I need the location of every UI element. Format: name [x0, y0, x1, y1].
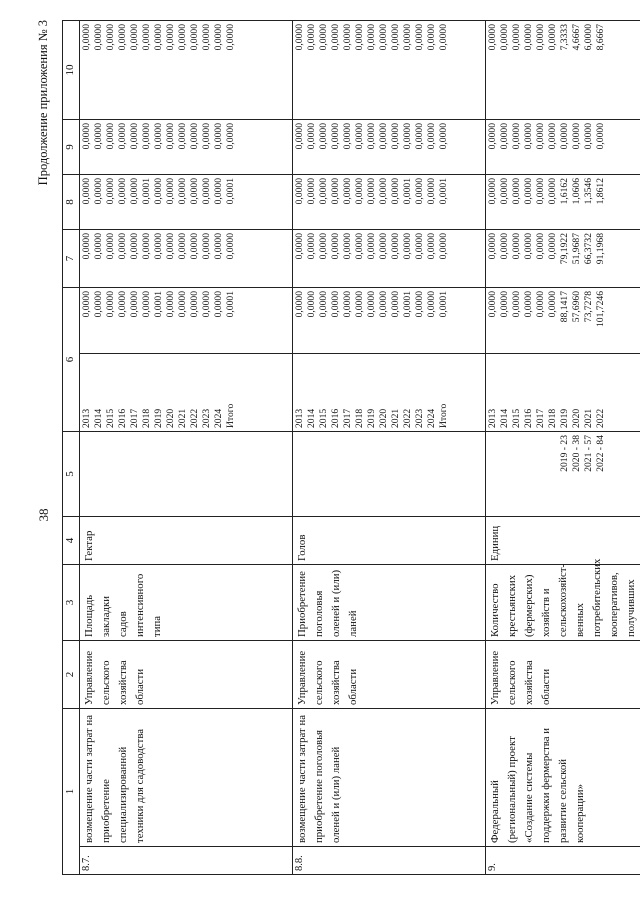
row-indicator: Площадь закладки садов интенсивного типа — [80, 565, 293, 641]
c6-line: 0,0000 — [330, 291, 341, 318]
c7-line: 0,0000 — [535, 233, 546, 260]
c6-line: 0,0000 — [177, 291, 188, 318]
c6-line: 0,0000 — [523, 291, 534, 318]
row-name: возмещение части затрат на приобретение поголовья оленей и (или) ланей — [293, 709, 486, 847]
c6-line: 0,0000 — [306, 291, 317, 318]
c8-line: 0,0000 — [129, 178, 140, 205]
c8-line: 0,0000 — [201, 178, 212, 205]
c7-line: 0,0000 — [426, 233, 437, 260]
c10-line: 0,0000 — [354, 24, 365, 51]
years-line: 2013 — [81, 408, 92, 428]
row-col5 — [486, 432, 640, 517]
c6-line: 0,0000 — [105, 291, 116, 318]
c10-line: 4,6667 — [571, 24, 582, 51]
c9-line: 0,0000 — [306, 123, 317, 150]
c6-line: 0,0000 — [511, 291, 522, 318]
c7-line: 0,0000 — [414, 233, 425, 260]
row-col7 — [80, 230, 293, 288]
row-col9 — [80, 120, 293, 175]
page-number: 38 — [36, 508, 51, 522]
c6-line: 0,0000 — [354, 291, 365, 318]
years-line: 2015 — [511, 408, 522, 428]
years-line: 2016 — [117, 408, 128, 428]
c8-line: 0,0000 — [330, 178, 341, 205]
years-line: 2017 — [342, 408, 353, 428]
c6-line: 0,0000 — [189, 291, 200, 318]
c9-line: 0,0000 — [177, 123, 188, 150]
c9-line: 0,0000 — [487, 123, 498, 150]
c8-line: 0,0000 — [177, 178, 188, 205]
years-line: 2021 — [583, 408, 594, 428]
c9-line: 0,0000 — [189, 123, 200, 150]
c10-line: 0,0000 — [366, 24, 377, 51]
row-col6 — [486, 288, 640, 354]
years-line: 2020 — [165, 408, 176, 428]
c6-line: 0,0000 — [378, 291, 389, 318]
c9-line: 0,0000 — [117, 123, 128, 150]
header-cell: 10 — [63, 21, 80, 120]
c10-line: 0,0000 — [189, 24, 200, 51]
years-line: 2024 — [426, 408, 437, 428]
c8-line: 0,0000 — [547, 178, 558, 205]
c6-line: 57,6960 — [571, 291, 582, 323]
rotated-document-page — [30, 20, 637, 875]
c6-line: 0,0000 — [366, 291, 377, 318]
c9-line: 0,0000 — [141, 123, 152, 150]
c7-line: 0,0000 — [547, 233, 558, 260]
c7-line: 0,0000 — [141, 233, 152, 260]
col5-line — [511, 435, 523, 513]
header-cell: 9 — [63, 120, 80, 175]
c10-line: 0,0000 — [487, 24, 498, 51]
c8-line: 1,8612 — [595, 178, 606, 205]
table-row — [80, 21, 293, 875]
row-unit: Гектар — [80, 517, 293, 565]
row-col8 — [80, 175, 293, 230]
header-cell: 2 — [63, 641, 80, 709]
c9-line: 0,0000 — [129, 123, 140, 150]
c10-line: 0,0000 — [165, 24, 176, 51]
c6-line: 0,0000 — [165, 291, 176, 318]
c7-line: 0,0000 — [129, 233, 140, 260]
years-line: 2018 — [141, 408, 152, 428]
c8-line: 1,3546 — [583, 178, 594, 205]
c10-line: 0,0000 — [81, 24, 92, 51]
continuation-label: Продолжение приложения № 3 — [36, 20, 50, 186]
years-line: 2022 — [189, 408, 200, 428]
c10-line: 0,0000 — [390, 24, 401, 51]
c9-line: 0,0000 — [559, 123, 570, 150]
row-col5 — [80, 432, 293, 517]
years-line: 2019 — [559, 408, 570, 428]
row-col8 — [293, 175, 486, 230]
c9-line: 0,0000 — [81, 123, 92, 150]
c9-line: 0,0000 — [105, 123, 116, 150]
c8-line: 0,0000 — [189, 178, 200, 205]
c10-line: 0,0000 — [129, 24, 140, 51]
years-line: 2016 — [330, 408, 341, 428]
c9-line: 0,0000 — [438, 123, 449, 150]
row-col10 — [486, 21, 640, 120]
c7-line: 0,0000 — [438, 233, 449, 260]
c10-line: 0,0000 — [105, 24, 116, 51]
c9-line: 0,0000 — [213, 123, 224, 150]
c8-line: 0,0000 — [523, 178, 534, 205]
header-cell: 8 — [63, 175, 80, 230]
row-years — [486, 354, 640, 432]
c6-line: 0,0000 — [535, 291, 546, 318]
years-line: 2013 — [487, 408, 498, 428]
c6-line: 0,0001 — [402, 291, 413, 318]
c6-line: 0,0000 — [213, 291, 224, 318]
c6-line: 0,0000 — [390, 291, 401, 318]
c6-line: 0,0001 — [225, 291, 236, 318]
col5-line — [487, 435, 499, 513]
col5-line: 2021 - 57 — [583, 435, 594, 472]
row-col8 — [486, 175, 640, 230]
c7-line: 66,3732 — [583, 233, 594, 265]
c7-line: 0,0000 — [225, 233, 236, 260]
c7-line: 0,0000 — [177, 233, 188, 260]
row-number: 9. — [486, 847, 640, 875]
years-line: 2020 — [378, 408, 389, 428]
c6-line: 0,0000 — [499, 291, 510, 318]
row-col6 — [293, 288, 486, 354]
years-line: 2020 — [571, 408, 582, 428]
c8-line: 0,0000 — [535, 178, 546, 205]
years-line: 2021 — [177, 408, 188, 428]
header-cell: 1 — [63, 709, 80, 875]
years-line: 2022 — [402, 408, 413, 428]
c9-line: 0,0000 — [390, 123, 401, 150]
row-col7 — [293, 230, 486, 288]
c6-line: 0,0000 — [201, 291, 212, 318]
c8-line: 0,0001 — [141, 178, 152, 205]
c9-line: 0,0000 — [523, 123, 534, 150]
row-name: возмещение части затрат на приобретение специализированной техники для садоводства — [80, 709, 293, 847]
years-line: Итого — [225, 403, 236, 428]
years-line: 2018 — [547, 408, 558, 428]
header-cell: 7 — [63, 230, 80, 288]
c9-line: 0,0000 — [535, 123, 546, 150]
c10-line: 0,0000 — [402, 24, 413, 51]
c7-line: 0,0000 — [189, 233, 200, 260]
c9-line: 0,0000 — [511, 123, 522, 150]
years-line: 2014 — [499, 408, 510, 428]
c10-line: 0,0000 — [153, 24, 164, 51]
c7-line: 0,0000 — [523, 233, 534, 260]
c7-line: 0,0000 — [117, 233, 128, 260]
c9-line: 0,0000 — [342, 123, 353, 150]
header-cell: 3 — [63, 565, 80, 641]
c9-line: 0,0000 — [294, 123, 305, 150]
c7-line: 91,1968 — [595, 233, 606, 265]
c10-line: 0,0000 — [117, 24, 128, 51]
c8-line: 0,0000 — [366, 178, 377, 205]
header-cell: 4 — [63, 517, 80, 565]
c7-line: 0,0000 — [402, 233, 413, 260]
row-col10 — [80, 21, 293, 120]
c9-line: 0,0000 — [318, 123, 329, 150]
c7-line: 0,0000 — [306, 233, 317, 260]
row-unit: Единиц — [486, 517, 640, 565]
c9-line: 0,0000 — [414, 123, 425, 150]
years-line: 2013 — [294, 408, 305, 428]
c7-line: 0,0000 — [342, 233, 353, 260]
c7-line: 0,0000 — [153, 233, 164, 260]
c6-line: 0,0000 — [414, 291, 425, 318]
row-responsible: Управление сельского хозяйства области — [486, 641, 640, 709]
c7-line: 0,0000 — [366, 233, 377, 260]
c10-line: 0,0000 — [535, 24, 546, 51]
c6-line: 0,0001 — [153, 291, 164, 318]
c9-line: 0,0000 — [201, 123, 212, 150]
years-line: 2023 — [201, 408, 212, 428]
c10-line: 0,0000 — [213, 24, 224, 51]
table-header — [63, 21, 80, 875]
table-body — [80, 21, 640, 875]
c7-line: 0,0000 — [499, 233, 510, 260]
table-row — [486, 21, 640, 875]
header-cell: 5 — [63, 432, 80, 517]
years-line: 2015 — [318, 408, 329, 428]
c9-line: 0,0000 — [595, 123, 606, 150]
c7-line: 0,0000 — [213, 233, 224, 260]
row-years — [293, 354, 486, 432]
years-line: Итого — [438, 403, 449, 428]
years-line: 2019 — [366, 408, 377, 428]
c10-line: 8,6667 — [595, 24, 606, 51]
header-cell: 6 — [63, 288, 80, 432]
c9-line: 0,0000 — [571, 123, 582, 150]
c10-line: 7,3333 — [559, 24, 570, 51]
c6-line: 0,0001 — [438, 291, 449, 318]
c10-line: 0,0000 — [426, 24, 437, 51]
row-years — [80, 354, 293, 432]
c6-line: 0,0000 — [487, 291, 498, 318]
c7-line: 0,0000 — [294, 233, 305, 260]
c8-line: 0,0000 — [81, 178, 92, 205]
row-col6 — [80, 288, 293, 354]
c8-line: 0,0000 — [93, 178, 104, 205]
years-line: 2021 — [390, 408, 401, 428]
col5-line — [547, 435, 559, 513]
c8-line: 0,0000 — [378, 178, 389, 205]
c10-line: 0,0000 — [414, 24, 425, 51]
c7-line: 0,0000 — [81, 233, 92, 260]
c6-line: 0,0000 — [547, 291, 558, 318]
years-line: 2023 — [414, 408, 425, 428]
col5-line — [499, 435, 511, 513]
c7-line: 0,0000 — [165, 233, 176, 260]
program-table — [62, 20, 640, 875]
c10-line: 6,0000 — [583, 24, 594, 51]
c10-line: 0,0000 — [318, 24, 329, 51]
c6-line: 0,0000 — [141, 291, 152, 318]
c10-line: 0,0000 — [523, 24, 534, 51]
table-row — [293, 21, 486, 875]
c6-line: 88,1417 — [559, 291, 570, 323]
c7-line: 0,0000 — [105, 233, 116, 260]
c10-line: 0,0000 — [511, 24, 522, 51]
row-responsible: Управление сельского хозяйства области — [80, 641, 293, 709]
c6-line: 0,0000 — [294, 291, 305, 318]
row-col5 — [293, 432, 486, 517]
c9-line: 0,0000 — [165, 123, 176, 150]
col5-line — [523, 435, 535, 513]
row-name: Федеральный (региональный) проект «Создание системы поддержки фермерства и развитие сельской кооперации» — [486, 709, 640, 847]
c8-line: 0,0000 — [318, 178, 329, 205]
years-line: 2016 — [523, 408, 534, 428]
c8-line: 0,0000 — [306, 178, 317, 205]
years-line: 2017 — [129, 408, 140, 428]
c8-line: 0,0000 — [165, 178, 176, 205]
c9-line: 0,0000 — [583, 123, 594, 150]
years-line: 2024 — [213, 408, 224, 428]
c8-line: 1,6162 — [559, 178, 570, 205]
row-col9 — [293, 120, 486, 175]
row-number: 8.8. — [293, 847, 486, 875]
c8-line: 0,0000 — [105, 178, 116, 205]
c6-line: 0,0000 — [342, 291, 353, 318]
c6-line: 0,0000 — [129, 291, 140, 318]
c10-line: 0,0000 — [499, 24, 510, 51]
c7-line: 0,0000 — [93, 233, 104, 260]
c8-line: 0,0000 — [390, 178, 401, 205]
c6-line: 0,0000 — [426, 291, 437, 318]
c6-line: 0,0000 — [81, 291, 92, 318]
c8-line: 0,0000 — [213, 178, 224, 205]
c9-line: 0,0000 — [499, 123, 510, 150]
c10-line: 0,0000 — [438, 24, 449, 51]
c8-line: 0,0000 — [354, 178, 365, 205]
c8-line: 1,0606 — [571, 178, 582, 205]
row-col9 — [486, 120, 640, 175]
row-number: 8.7. — [80, 847, 293, 875]
c6-line: 0,0000 — [117, 291, 128, 318]
c7-line: 0,0000 — [330, 233, 341, 260]
c10-line: 0,0000 — [306, 24, 317, 51]
c8-line: 0,0000 — [342, 178, 353, 205]
c8-line: 0,0000 — [414, 178, 425, 205]
c7-line: 51,9687 — [571, 233, 582, 265]
row-responsible: Управление сельского хозяйства области — [293, 641, 486, 709]
c10-line: 0,0000 — [225, 24, 236, 51]
years-line: 2019 — [153, 408, 164, 428]
c10-line: 0,0000 — [330, 24, 341, 51]
c7-line: 79,1922 — [559, 233, 570, 265]
years-line: 2018 — [354, 408, 365, 428]
c10-line: 0,0000 — [141, 24, 152, 51]
col5-line: 2020 - 38 — [571, 435, 582, 472]
c7-line: 0,0000 — [378, 233, 389, 260]
col5-line: 2019 - 23 — [559, 435, 570, 472]
c6-line: 101,7246 — [595, 291, 606, 327]
c10-line: 0,0000 — [177, 24, 188, 51]
c7-line: 0,0000 — [487, 233, 498, 260]
c9-line: 0,0000 — [153, 123, 164, 150]
row-indicator: Приобретение поголовья оленей и (или) ланей — [293, 565, 486, 641]
years-line: 2017 — [535, 408, 546, 428]
c8-line: 0,0000 — [117, 178, 128, 205]
c7-line: 0,0000 — [318, 233, 329, 260]
c8-line: 0,0001 — [402, 178, 413, 205]
c7-line: 0,0000 — [201, 233, 212, 260]
c9-line: 0,0000 — [366, 123, 377, 150]
c9-line: 0,0000 — [547, 123, 558, 150]
c9-line: 0,0000 — [354, 123, 365, 150]
c10-line: 0,0000 — [342, 24, 353, 51]
c10-line: 0,0000 — [294, 24, 305, 51]
c9-line: 0,0000 — [402, 123, 413, 150]
c8-line: 0,0000 — [487, 178, 498, 205]
years-line: 2014 — [306, 408, 317, 428]
c9-line: 0,0000 — [93, 123, 104, 150]
c9-line: 0,0000 — [426, 123, 437, 150]
years-line: 2015 — [105, 408, 116, 428]
c8-line: 0,0001 — [225, 178, 236, 205]
row-unit: Голов — [293, 517, 486, 565]
c9-line: 0,0000 — [378, 123, 389, 150]
years-line: 2022 — [595, 408, 606, 428]
c10-line: 0,0000 — [378, 24, 389, 51]
c9-line: 0,0000 — [225, 123, 236, 150]
c8-line: 0,0000 — [426, 178, 437, 205]
c8-line: 0,0000 — [499, 178, 510, 205]
c7-line: 0,0000 — [390, 233, 401, 260]
row-col10 — [293, 21, 486, 120]
c10-line: 0,0000 — [93, 24, 104, 51]
c8-line: 0,0001 — [438, 178, 449, 205]
c7-line: 0,0000 — [511, 233, 522, 260]
c10-line: 0,0000 — [201, 24, 212, 51]
row-col7 — [486, 230, 640, 288]
c6-line: 73,7278 — [583, 291, 594, 323]
years-line: 2014 — [93, 408, 104, 428]
c6-line: 0,0000 — [318, 291, 329, 318]
c7-line: 0,0000 — [354, 233, 365, 260]
c9-line: 0,0000 — [330, 123, 341, 150]
col5-line — [535, 435, 547, 513]
row-indicator: Количество крестьянских (фермерских) хозяйств и сельскохозяйст-венных потребительских кооперативов, получивших — [486, 565, 640, 641]
c8-line: 0,0000 — [294, 178, 305, 205]
c8-line: 0,0000 — [153, 178, 164, 205]
col5-line: 2022 - 84 — [595, 435, 606, 472]
c10-line: 0,0000 — [547, 24, 558, 51]
c6-line: 0,0000 — [93, 291, 104, 318]
c8-line: 0,0000 — [511, 178, 522, 205]
